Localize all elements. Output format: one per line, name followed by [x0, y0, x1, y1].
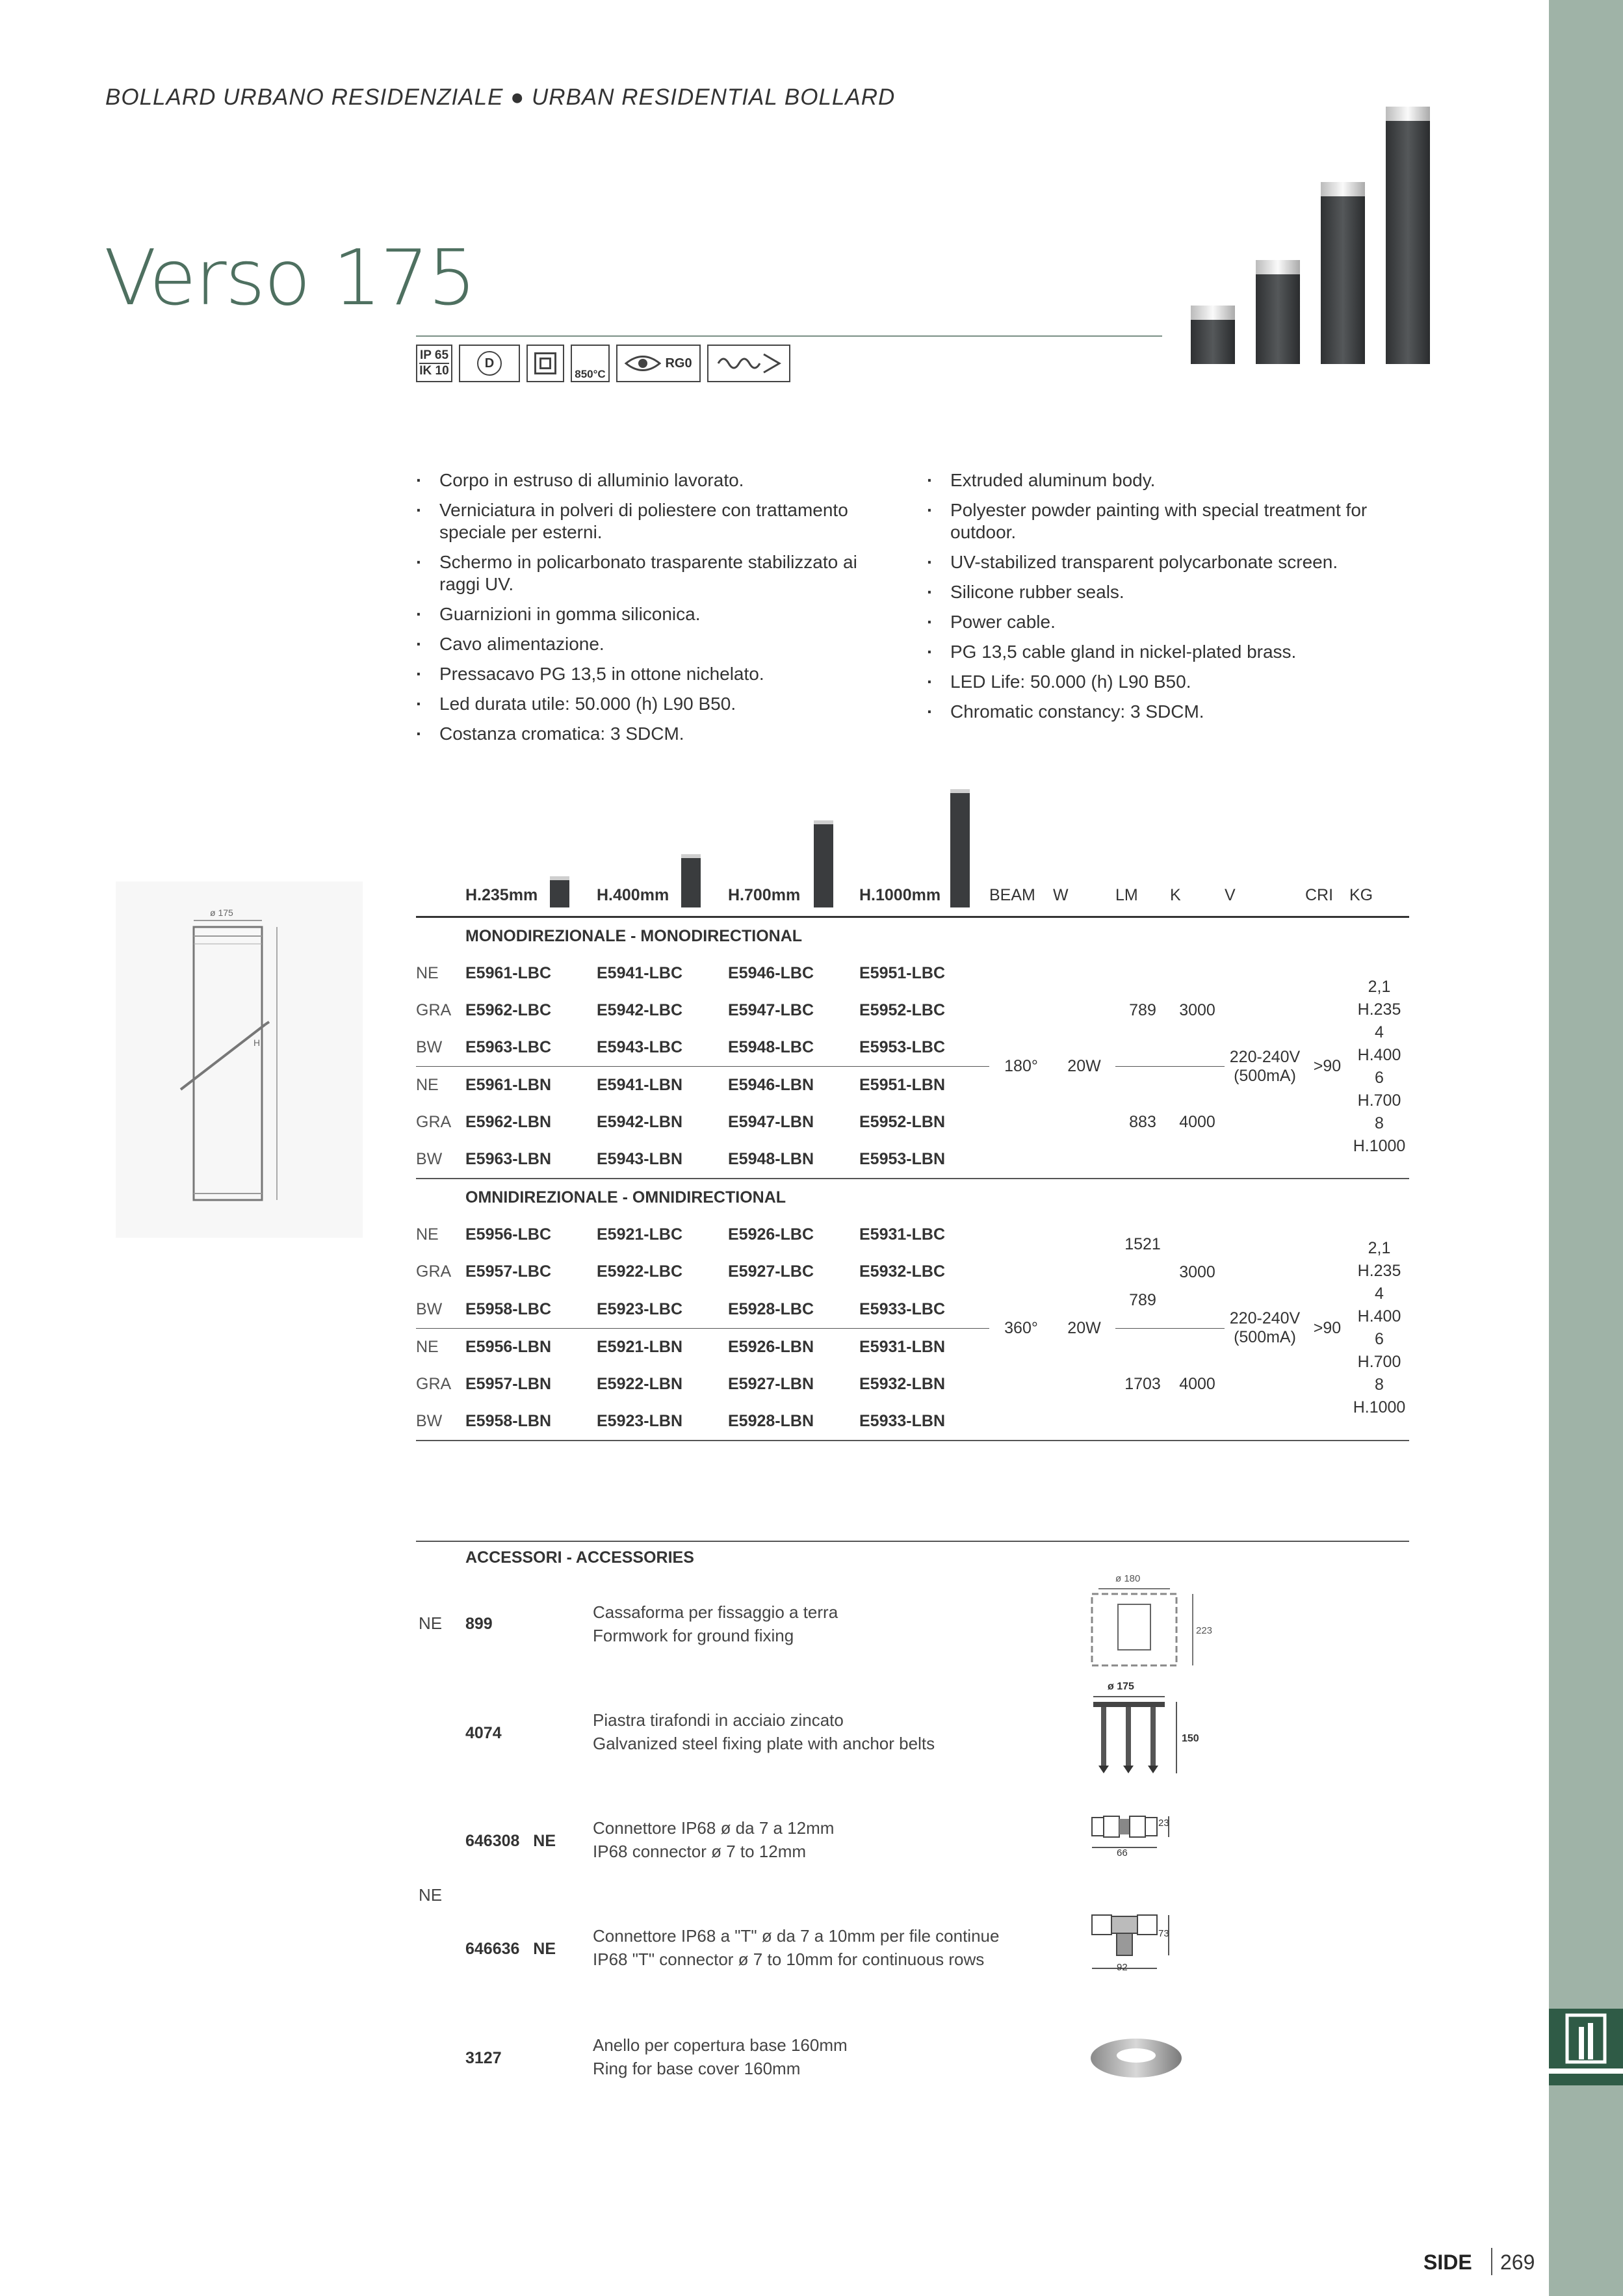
- desc-it: Anello per copertura base 160mm: [593, 2035, 848, 2055]
- feature-en: · Polyester powder painting with special treatment for outdoor.: [927, 499, 1382, 543]
- code-cell: E5961-LBC: [465, 964, 551, 982]
- feature-en: · Chromatic constancy: 3 SDCM.: [927, 701, 1382, 723]
- photobiological-risk-icon: [616, 345, 701, 382]
- code-cell: E5933-LBC: [859, 1299, 945, 1318]
- lumen-value: 789: [1129, 1291, 1156, 1309]
- desc-en: Ring for base cover 160mm: [593, 2059, 801, 2078]
- dim-label: ø 180: [1115, 1573, 1141, 1584]
- subtitle: BOLLARD URBANO RESIDENZIALE ● URBAN RESIDENTIAL BOLLARD: [105, 85, 896, 110]
- kg-value: 4: [1375, 1285, 1384, 1303]
- kg-value: 6: [1375, 1330, 1384, 1348]
- finish-label: NE: [419, 1613, 443, 1633]
- feature-it: · Cavo alimentazione.: [416, 633, 890, 655]
- finish-cell: GRA: [416, 1262, 452, 1281]
- desc-it: Piastra tirafondi in acciaio zincato: [593, 1710, 844, 1730]
- temp-label: 850°C: [575, 368, 606, 380]
- code-cell: E5942-LBN: [597, 1113, 682, 1131]
- desc-it: Connettore IP68 ø da 7 a 12mm: [593, 1818, 835, 1838]
- code-cell: E5946-LBC: [728, 964, 814, 982]
- code-cell: E5958-LBC: [465, 1299, 551, 1318]
- kg-height: H.700: [1357, 1353, 1401, 1371]
- diameter-label: ø 175: [210, 907, 233, 918]
- feature-it: · Costanza cromatica: 3 SDCM.: [416, 723, 890, 745]
- code-cell: E5962-LBC: [465, 1001, 551, 1019]
- cert-icons: [416, 345, 790, 382]
- code-cell: E5932-LBN: [859, 1375, 945, 1393]
- ip-ik-icon: [416, 345, 452, 382]
- accessories-title: ACCESSORI - ACCESSORIES: [465, 1548, 694, 1567]
- code-cell: E5952-LBC: [859, 1001, 945, 1019]
- finish-cell: GRA: [416, 1113, 452, 1131]
- feature-it: · Verniciatura in polveri di poliestere con trattamento speciale per esterni.: [416, 499, 890, 543]
- accessory-desc: [593, 1600, 838, 1647]
- kg-value: 4: [1375, 1023, 1384, 1041]
- kelvin-cell: 3000: [1170, 955, 1225, 1067]
- voltage-cell: [1225, 1216, 1305, 1441]
- section-mono-title: MONODIREZIONALE - MONODIRECTIONAL: [465, 927, 803, 945]
- finish-cell: NE: [416, 1338, 439, 1356]
- feature-en: · UV-stabilized transparent polycarbonate screen.: [927, 551, 1382, 573]
- kg-height: H.235: [1357, 1262, 1401, 1280]
- feature-en: · Power cable.: [927, 611, 1382, 633]
- finish-label: NE: [419, 1885, 443, 1905]
- code-cell: E5933-LBN: [859, 1412, 945, 1430]
- code-cell: E5958-LBN: [465, 1412, 551, 1430]
- page-number: 269: [1500, 2250, 1535, 2274]
- side-color-band: [1549, 0, 1623, 2296]
- accessory-code: 899: [465, 1615, 493, 1633]
- finish-cell: BW: [416, 1150, 443, 1168]
- ip-label: IP 65: [419, 348, 449, 362]
- voltage-cell: [1225, 955, 1305, 1179]
- code-cell: E5922-LBN: [597, 1375, 682, 1393]
- lumen-cell: 1703: [1124, 1375, 1161, 1393]
- features-italian: [416, 469, 890, 753]
- watt-cell: 20W: [1067, 1318, 1101, 1337]
- accessory-desc: [593, 2033, 848, 2080]
- dim-label: 23: [1158, 1818, 1169, 1829]
- code-cell: E5948-LBN: [728, 1150, 814, 1168]
- col-beam: BEAM: [989, 885, 1035, 904]
- col-cri: CRI: [1305, 885, 1334, 904]
- cri-cell: >90: [1313, 1318, 1342, 1337]
- dim-label: 150: [1182, 1733, 1199, 1744]
- kg-height: H.235: [1357, 1000, 1401, 1019]
- t-connector-drawing: [1085, 1909, 1215, 1987]
- desc-en: IP68 "T" connector ø 7 to 10mm for continuous rows: [593, 1950, 985, 1969]
- desc-en: Formwork for ground fixing: [593, 1626, 794, 1645]
- beam-cell: 180°: [1004, 1057, 1038, 1075]
- kg-value: 2,1: [1368, 977, 1391, 996]
- finish-cell: NE: [416, 1225, 439, 1244]
- dim-label: ø 175: [1108, 1681, 1134, 1692]
- code-cell: E5926-LBC: [728, 1225, 814, 1244]
- code-cell: E5952-LBN: [859, 1113, 945, 1131]
- section-omni-title: OMNIDIREZIONALE - OMNIDIRECTIONAL: [465, 1188, 786, 1207]
- catalog-icon: [1549, 2009, 1623, 2085]
- code-cell: E5941-LBC: [597, 964, 682, 982]
- code-cell: E5951-LBC: [859, 964, 945, 982]
- col-k: K: [1170, 885, 1181, 904]
- anchor-plate-drawing: [1085, 1681, 1215, 1785]
- kg-height: H.700: [1357, 1091, 1401, 1110]
- kg-height: H.400: [1357, 1045, 1401, 1064]
- feature-it: · Corpo in estruso di alluminio lavorato.: [416, 469, 890, 491]
- code-cell: E5943-LBN: [597, 1150, 682, 1168]
- code-cell: E5948-LBC: [728, 1038, 814, 1056]
- kg-height: H.1000: [1353, 1136, 1406, 1155]
- code-cell: E5922-LBC: [597, 1262, 682, 1281]
- feature-it: · Led durata utile: 50.000 (h) L90 B50.: [416, 693, 890, 715]
- code-cell: E5943-LBC: [597, 1038, 682, 1056]
- lumen-value: 1521: [1124, 1235, 1161, 1253]
- code-cell: E5956-LBN: [465, 1338, 551, 1356]
- code-cell: E5946-LBN: [728, 1076, 814, 1094]
- formwork-drawing: [1085, 1573, 1215, 1677]
- code-cell: E5927-LBC: [728, 1262, 814, 1281]
- kg-height: H.1000: [1353, 1398, 1406, 1416]
- code-cell: E5962-LBN: [465, 1113, 551, 1131]
- code-cell: E5931-LBN: [859, 1338, 945, 1356]
- desc-en: IP68 connector ø 7 to 12mm: [593, 1842, 807, 1861]
- desc-it: Cassaforma per fissaggio a terra: [593, 1602, 838, 1622]
- class-d-icon: [459, 345, 520, 382]
- table-row: [416, 1216, 1409, 1253]
- code-cell: E5957-LBC: [465, 1262, 551, 1281]
- finish-cell: BW: [416, 1412, 443, 1430]
- col-h400: H.400mm: [597, 885, 669, 904]
- spec-table: [416, 874, 1409, 1441]
- feature-en: · Silicone rubber seals.: [927, 581, 1382, 603]
- accessory-desc: [593, 1816, 834, 1863]
- current-value: (500mA): [1234, 1328, 1296, 1346]
- dim-label: 223: [1196, 1625, 1213, 1636]
- code-cell: E5921-LBN: [597, 1338, 682, 1356]
- accessory-code: 4074: [465, 1724, 502, 1742]
- table-row: [416, 955, 1409, 992]
- kelvin-cell: 4000: [1179, 1113, 1215, 1131]
- feature-en: · LED Life: 50.000 (h) L90 B50.: [927, 671, 1382, 693]
- class-d-label: D: [477, 351, 502, 376]
- dim-label: 92: [1117, 1962, 1128, 1973]
- code-cell: E5963-LBC: [465, 1038, 551, 1056]
- code-cell: E5928-LBC: [728, 1299, 814, 1318]
- finish-cell: NE: [416, 964, 439, 982]
- lumen-cell: 789: [1115, 955, 1170, 1067]
- code-cell: E5941-LBN: [597, 1076, 682, 1094]
- code-cell: E5963-LBN: [465, 1150, 551, 1168]
- accessories-divider: [416, 1541, 1409, 1542]
- height-label: H: [253, 1037, 261, 1048]
- kg-cell: [1349, 1216, 1409, 1441]
- code-cell: E5947-LBC: [728, 1001, 814, 1019]
- code-cell: E5932-LBC: [859, 1262, 945, 1281]
- kg-value: 2,1: [1368, 1239, 1391, 1257]
- feature-it: · Schermo in policarbonato trasparente stabilizzato ai raggi UV.: [416, 551, 890, 595]
- rg-label: RG0: [665, 356, 692, 371]
- code-cell: E5951-LBN: [859, 1076, 945, 1094]
- feature-en: · PG 13,5 cable gland in nickel-plated brass.: [927, 641, 1382, 663]
- code-cell: E5926-LBN: [728, 1338, 814, 1356]
- kg-cell: [1349, 955, 1409, 1179]
- glow-wire-icon: [571, 345, 610, 382]
- code-finish: NE: [533, 1940, 556, 1958]
- kelvin-cell: 3000: [1170, 1216, 1225, 1329]
- code-cell: E5942-LBC: [597, 1001, 682, 1019]
- accessory-code: [465, 1832, 556, 1851]
- section-title-row: [416, 917, 1409, 956]
- divider: [416, 335, 1162, 337]
- kg-value: 6: [1375, 1068, 1384, 1087]
- header-row: [416, 874, 1409, 917]
- col-lm: LM: [1115, 885, 1138, 904]
- code-cell: E5956-LBC: [465, 1225, 551, 1244]
- code-finish: NE: [533, 1832, 556, 1850]
- desc-it: Connettore IP68 a "T" ø da 7 a 10mm per file continue: [593, 1926, 1000, 1946]
- technical-drawing: [116, 881, 363, 1238]
- class-ii-icon: [526, 345, 564, 382]
- product-photo: [1183, 98, 1456, 371]
- col-kg: KG: [1349, 885, 1373, 904]
- base-ring-image: [1089, 2031, 1183, 2083]
- lumen-cell: [1115, 1216, 1170, 1329]
- code-value: 646308: [465, 1832, 520, 1850]
- code-value: 646636: [465, 1940, 520, 1958]
- dim-label: 66: [1117, 1847, 1128, 1859]
- kg-height: H.400: [1357, 1307, 1401, 1325]
- features-english: [927, 469, 1382, 731]
- dim-label: 73: [1158, 1928, 1169, 1939]
- finish-cell: GRA: [416, 1375, 452, 1393]
- wave-icon: [713, 350, 785, 376]
- watt-cell: 20W: [1067, 1057, 1101, 1075]
- connector-drawing: [1085, 1811, 1215, 1876]
- accessory-desc: [593, 1708, 935, 1755]
- finish-cell: BW: [416, 1299, 443, 1318]
- col-h1000: H.1000mm: [859, 885, 941, 904]
- code-cell: E5923-LBC: [597, 1299, 682, 1318]
- desc-en: Galvanized steel fixing plate with anchor belts: [593, 1734, 935, 1753]
- footer-separator: [1491, 2248, 1492, 2275]
- footer-brand: SIDE: [1423, 2250, 1472, 2274]
- code-cell: E5953-LBC: [859, 1038, 945, 1056]
- finish-cell: GRA: [416, 1001, 452, 1019]
- code-cell: E5927-LBN: [728, 1375, 814, 1393]
- finish-cell: BW: [416, 1038, 443, 1056]
- accessory-code: 3127: [465, 2049, 502, 2067]
- code-cell: E5921-LBC: [597, 1225, 682, 1244]
- code-cell: E5953-LBN: [859, 1150, 945, 1168]
- col-v: V: [1225, 885, 1236, 904]
- finish-cell: NE: [416, 1076, 439, 1094]
- kg-value: 8: [1375, 1376, 1384, 1394]
- eye-icon: [625, 354, 661, 373]
- feature-it: · Guarnizioni in gomma siliconica.: [416, 603, 890, 625]
- beam-cell: 360°: [1004, 1318, 1038, 1337]
- code-cell: E5928-LBN: [728, 1412, 814, 1430]
- col-w: W: [1053, 885, 1069, 904]
- col-h700: H.700mm: [728, 885, 801, 904]
- cri-cell: >90: [1313, 1057, 1342, 1075]
- product-title: Verso 175: [104, 233, 476, 322]
- accessory-code: [465, 1940, 556, 1959]
- driver-icon: [707, 345, 790, 382]
- col-h235: H.235mm: [465, 885, 538, 904]
- voltage-value: 220-240V: [1229, 1309, 1301, 1327]
- code-cell: E5947-LBN: [728, 1113, 814, 1131]
- code-cell: E5957-LBN: [465, 1375, 551, 1393]
- feature-en: · Extruded aluminum body.: [927, 469, 1382, 491]
- kelvin-cell: 4000: [1179, 1375, 1215, 1393]
- current-value: (500mA): [1234, 1066, 1296, 1085]
- accessory-desc: [593, 1924, 999, 1971]
- lumen-cell: 883: [1129, 1113, 1156, 1131]
- kg-value: 8: [1375, 1114, 1384, 1132]
- code-cell: E5961-LBN: [465, 1076, 551, 1094]
- section-title-row: [416, 1179, 1409, 1216]
- feature-it: · Pressacavo PG 13,5 in ottone nichelato.: [416, 663, 890, 685]
- voltage-value: 220-240V: [1229, 1047, 1301, 1066]
- code-cell: E5931-LBC: [859, 1225, 945, 1244]
- ik-label: IK 10: [419, 364, 449, 378]
- code-cell: E5923-LBN: [597, 1412, 682, 1430]
